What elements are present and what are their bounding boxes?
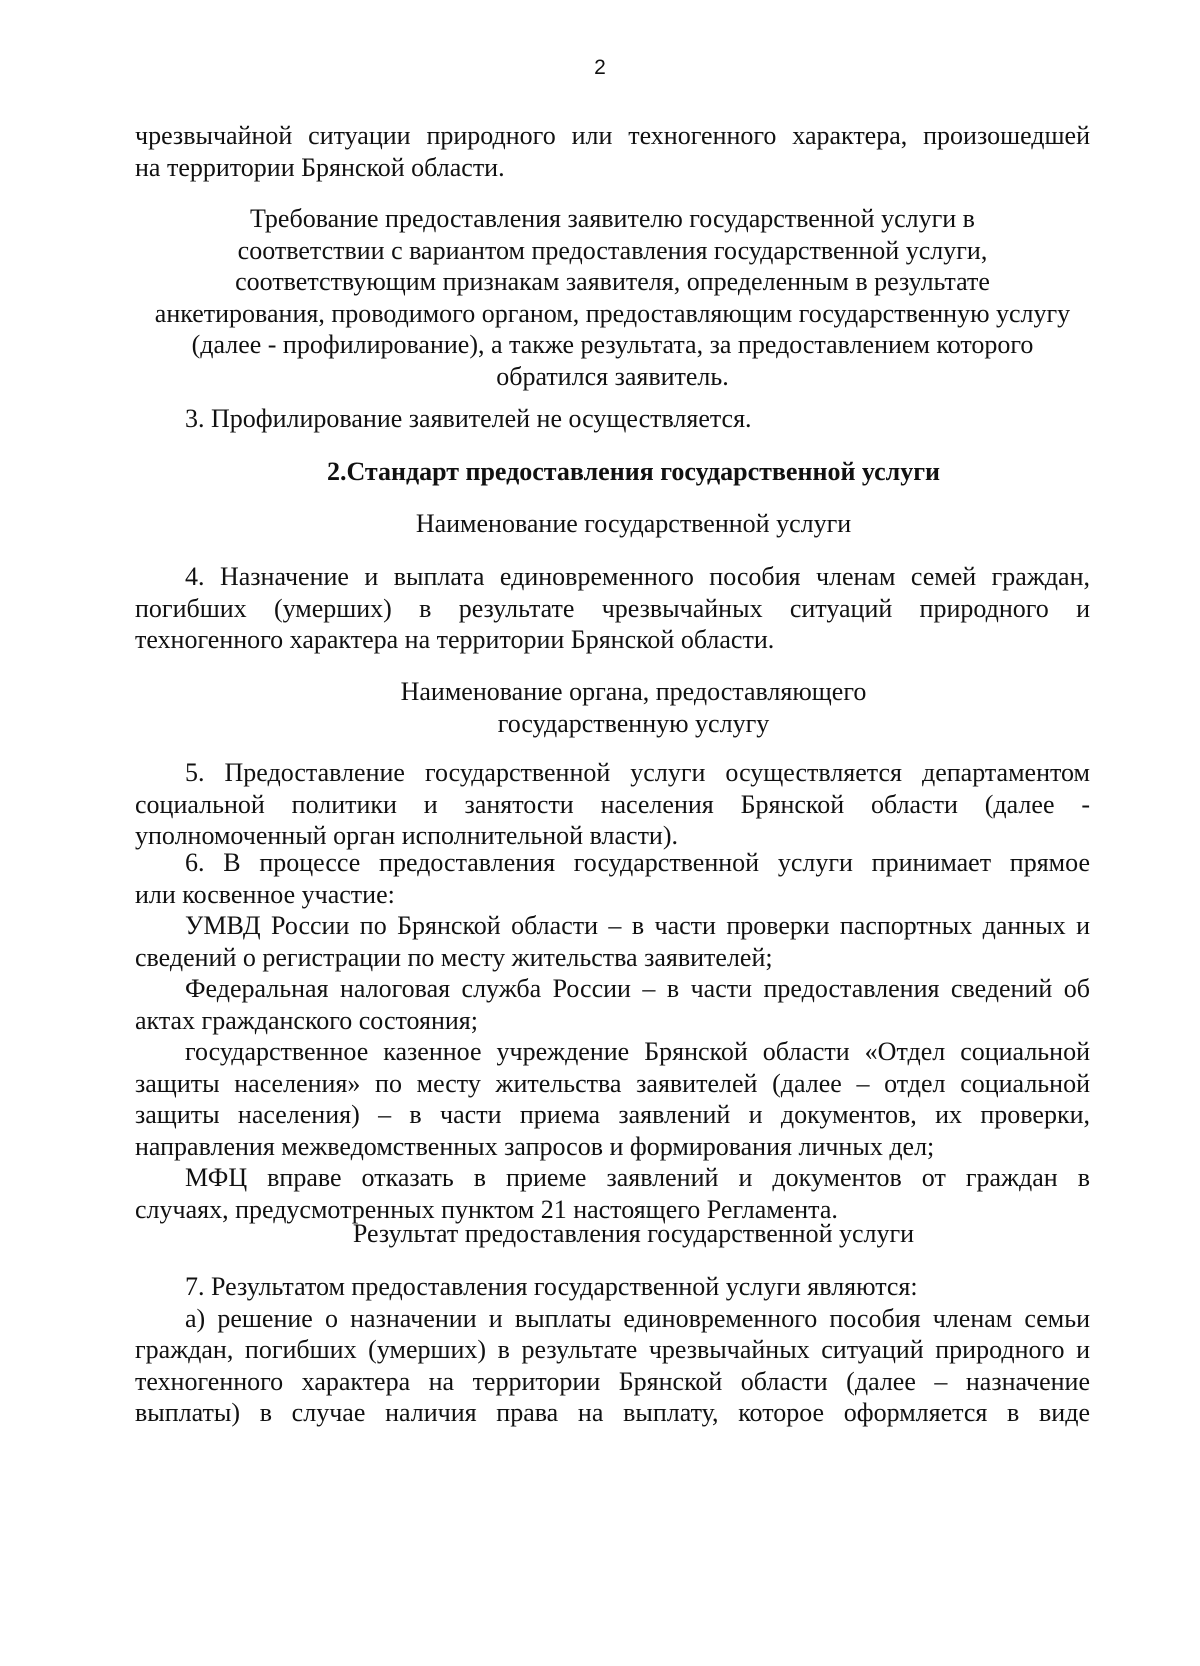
umvd-line: УМВД России по Брянской области – в части проверки паспортных данных и xyxy=(185,911,1090,940)
continuation-paragraph xyxy=(135,120,1090,183)
item-7a-line: выплаты) в случае наличия права на выплату, которое оформляется в виде xyxy=(135,1398,1090,1427)
heading-line: анкетирования, проводимого органом, предоставляющим государственную услугу xyxy=(154,298,1071,328)
item-7a-line: техногенного характера на территории Брянской области (далее – назначение xyxy=(135,1366,1090,1396)
heading-line: соответствии с вариантом предоставления государственной услуги, xyxy=(237,235,988,265)
organ-heading xyxy=(135,676,1090,739)
item-5-line: уполномоченный орган исполнительной власти). xyxy=(135,821,679,850)
name-heading xyxy=(135,508,1090,540)
heading-line: (далее - профилирование), а также результата, за предоставлением которого xyxy=(191,330,1034,359)
mfc-line: МФЦ вправе отказать в приеме заявлений и документов от граждан в xyxy=(185,1163,1090,1192)
heading-line: Наименование органа, предоставляющего xyxy=(400,677,867,706)
item-7a-line: а) решение о назначении и выплаты единовременного пособия членам семьи xyxy=(185,1303,1090,1333)
gku-line: направления межведомственных запросов и формирования личных дел; xyxy=(135,1131,935,1161)
mfc-line: случаях, предусмотренных пунктом 21 настоящего Регламента. xyxy=(135,1194,838,1224)
item-7-paragraph xyxy=(135,1271,1090,1429)
heading-line: соответствующим признакам заявителя, определенным в результате xyxy=(235,267,990,296)
section-2-title xyxy=(135,456,1090,488)
heading-line: Результат предоставления государственной услуги xyxy=(352,1219,915,1248)
item-6-line: или косвенное участие: xyxy=(135,879,395,909)
item-4-line: 4. Назначение и выплата единовременного пособия членам семей граждан, xyxy=(185,562,1090,591)
result-heading xyxy=(135,1218,1090,1250)
section-title-line: 2.Стандарт предоставления государственной услуги xyxy=(326,457,941,486)
item-6-line: 6. В процессе предоставления государственной услуги принимает прямое xyxy=(185,848,1090,877)
gku-line: защиты населения) – в части приема заявлений и документов, их проверки, xyxy=(135,1100,1090,1129)
item-7-line: 7. Результатом предоставления государственной услуги являются: xyxy=(185,1272,918,1301)
page-number: 2 xyxy=(594,56,606,79)
heading-line: Требование предоставления заявителю государственной услуги в xyxy=(250,204,975,233)
item-3-line: 3. Профилирование заявителей не осуществляется. xyxy=(185,404,752,433)
continuation-line: на территории Брянской области. xyxy=(135,152,505,182)
heading-line: государственную услугу xyxy=(497,708,770,738)
continuation-line: чрезвычайной ситуации природного или техногенного характера, произошедшей xyxy=(135,121,1090,150)
heading-line: обратился заявитель. xyxy=(496,361,729,391)
item-6-paragraph xyxy=(135,847,1090,1225)
item-4-paragraph xyxy=(135,561,1090,656)
heading-line: Наименование государственной услуги xyxy=(415,509,852,538)
requirement-heading xyxy=(135,203,1090,392)
gku-line: защиты населения» по месту жительства заявителей (далее – отдел социальной xyxy=(135,1068,1090,1098)
item-5-line: социальной политики и занятости населения Брянской области (далее - xyxy=(135,789,1090,819)
item-7a-line: граждан, погибших (умерших) в результате чрезвычайных ситуаций природного и xyxy=(135,1335,1090,1364)
item-5-line: 5. Предоставление государственной услуги осуществляется департаментом xyxy=(185,758,1090,787)
fns-line: Федеральная налоговая служба России – в части предоставления сведений об xyxy=(185,974,1090,1003)
item-4-line: погибших (умерших) в результате чрезвычайных ситуаций природного и xyxy=(135,593,1090,623)
umvd-line: сведений о регистрации по месту жительства заявителей; xyxy=(135,942,773,972)
item-5-paragraph xyxy=(135,757,1090,852)
fns-line: актах гражданского состояния; xyxy=(135,1005,478,1035)
gku-line: государственное казенное учреждение Брянской области «Отдел социальной xyxy=(185,1037,1090,1066)
item-4-line: техногенного характера на территории Брянской области. xyxy=(135,625,775,654)
item-3-paragraph xyxy=(135,403,1090,435)
